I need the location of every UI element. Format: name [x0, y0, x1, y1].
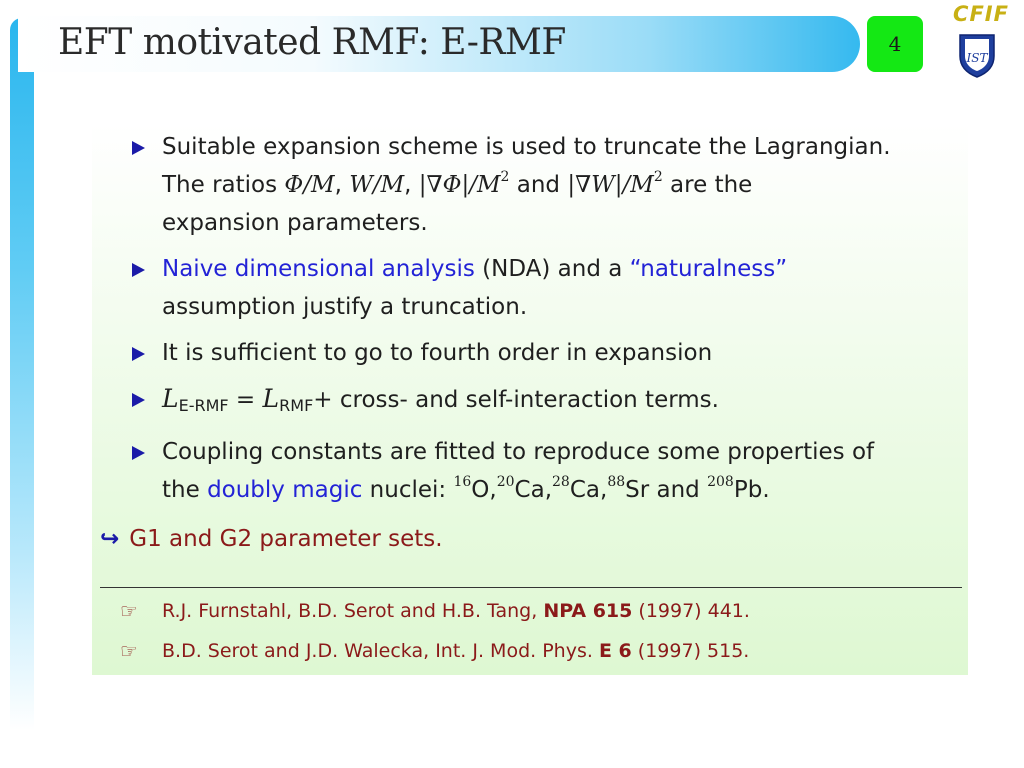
bullet-text: It is sufficient to go to fourth order in expansion	[162, 340, 713, 366]
shield-lettering: IST	[966, 51, 988, 65]
bullet-text: Coupling constants are fitted to reproduce some properties of	[162, 439, 875, 465]
pointing-hand-icon: ☞	[120, 639, 138, 663]
math-operator: +	[313, 387, 340, 413]
pointing-hand-icon: ☞	[120, 599, 138, 623]
reference-authors: R.J. Furnstahl, B.D. Serot and H.B. Tang,	[162, 600, 544, 622]
bullet-triangle-icon	[132, 446, 145, 460]
bullet-fourth-order	[92, 334, 968, 372]
math-lagrangian-symbol: L	[262, 384, 280, 413]
result-text: G1 and G2 parameter sets.	[129, 526, 443, 552]
bullet-text: The ratios	[162, 172, 285, 198]
bullet-text: the	[162, 477, 208, 503]
bullet-text: and	[509, 172, 568, 198]
reference-year-page: (1997) 441.	[632, 600, 750, 622]
isotope-separator: ,	[489, 477, 497, 503]
bullet-triangle-icon	[132, 347, 145, 361]
math-ratio: W/M	[349, 172, 405, 198]
hook-arrow-icon: ↪	[100, 526, 120, 552]
bullet-lagrangian	[92, 380, 968, 425]
bullet-text: Suitable expansion scheme is used to truncate the Lagrangian.	[162, 134, 891, 160]
bullet-expansion-scheme: Suitable expansion scheme is used to truncate the Lagrangian. The ratios Φ/M, W/M, $|\nabla\Phi|/M^2$ and $|\nabla W|/M^2$ are the expansion parameters.	[92, 128, 968, 242]
highlight-doubly-magic: doubly magic	[207, 477, 363, 503]
isotope-separator: .	[762, 477, 770, 503]
bullet-triangle-icon	[132, 393, 145, 407]
bullet-text: are the	[662, 172, 753, 198]
math-subscript: E-RMF	[178, 396, 229, 415]
math-lagrangian-symbol: L	[162, 384, 179, 413]
isotope-mass: 88	[607, 474, 626, 490]
isotope-separator: and	[649, 477, 708, 503]
isotope-mass: 16	[453, 474, 472, 490]
isotope-element: O	[471, 477, 490, 503]
bullet-coupling-constants	[92, 433, 968, 509]
math-ratio: |∇W|/M	[567, 172, 654, 198]
reference-year-page: (1997) 515.	[631, 640, 750, 662]
reference-journal: NPA 615	[543, 600, 633, 622]
bullet-text: assumption justify a truncation.	[162, 294, 528, 320]
bullet-triangle-icon	[132, 263, 145, 277]
highlight-naturalness: “naturalness”	[629, 256, 788, 282]
content-panel	[92, 124, 968, 675]
slide-title: EFT motivated RMF: E-RMF	[58, 22, 566, 63]
side-accent-bar	[10, 18, 34, 730]
result-line	[100, 522, 443, 556]
bullet-list	[92, 128, 968, 517]
bullet-triangle-icon	[132, 141, 145, 155]
isotope-separator: ,	[544, 477, 553, 503]
isotope-element: Ca	[569, 477, 600, 503]
isotope-mass: 208	[707, 474, 734, 490]
ist-shield-icon	[957, 32, 997, 78]
isotope-separator: ,	[600, 477, 608, 503]
bullet-text: (NDA) and a	[474, 256, 630, 282]
reference-item	[92, 598, 968, 624]
isotope-mass: 20	[496, 474, 515, 490]
reference-authors: B.D. Serot and J.D. Walecka, Int. J. Mod. Phys.	[162, 640, 599, 662]
page-number-badge: 4	[867, 16, 923, 72]
math-subscript: RMF	[279, 396, 314, 415]
reference-journal: E 6	[598, 640, 632, 662]
bullet-text: expansion parameters.	[162, 210, 428, 236]
reference-item	[92, 638, 968, 664]
math-operator: =	[228, 387, 263, 413]
bullet-text: nuclei:	[362, 477, 454, 503]
math-ratio: Φ/M	[284, 172, 335, 198]
isotope-element: Pb	[733, 477, 763, 503]
isotope-element: Ca	[514, 477, 545, 503]
bullet-text: cross- and self-interaction terms.	[339, 387, 719, 413]
math-exponent: 2	[500, 169, 510, 185]
math-ratio: |∇Φ|/M	[418, 172, 501, 198]
logo-text: CFIF	[953, 2, 1009, 26]
highlight-nda: Naive dimensional analysis	[162, 256, 475, 282]
isotope-mass: 28	[552, 474, 570, 490]
cfif-logo	[936, 2, 1018, 82]
isotope-element: Sr	[625, 477, 650, 503]
divider	[100, 587, 962, 588]
reference-list	[92, 598, 968, 678]
math-exponent: 2	[653, 169, 663, 185]
bullet-nda	[92, 250, 968, 326]
